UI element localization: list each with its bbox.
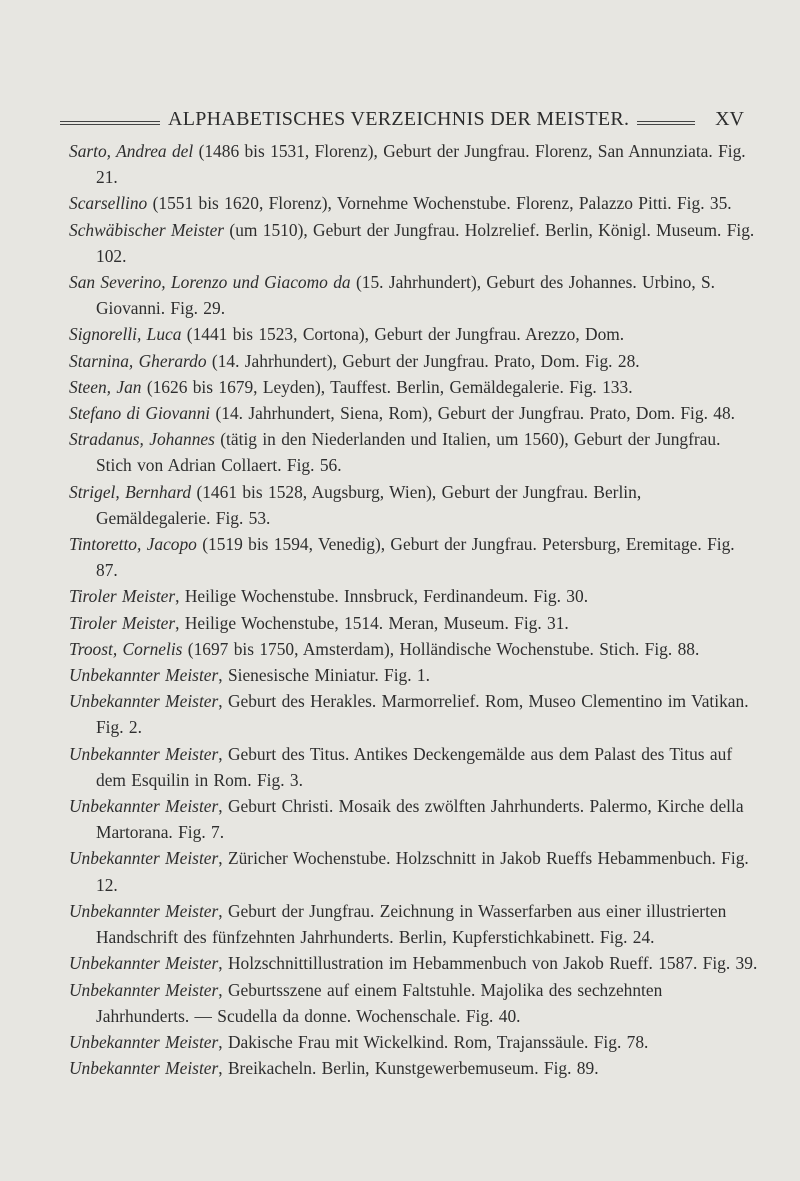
- page-header: [60, 101, 750, 137]
- master-name: Schwäbischer Meister: [69, 219, 225, 240]
- entry-text: , Züricher Wochenstube. Holzschnitt in Jakob Rueffs Hebammenbuch. Fig. 12.: [96, 848, 749, 895]
- index-entries: [69, 138, 759, 1081]
- index-entry: [69, 321, 759, 347]
- master-name: Scarsellino: [69, 193, 148, 214]
- page-number: XV: [715, 107, 744, 130]
- master-name: Strigel, Bernhard: [69, 481, 192, 502]
- entry-text: (1441 bis 1523, Cortona), Geburt der Jungfrau. Arezzo, Dom.: [181, 324, 625, 345]
- entry-text: (14. Jahrhundert), Geburt der Jungfrau. Prato, Dom. Fig. 28.: [206, 350, 640, 371]
- master-name: Unbekannter Meister: [69, 796, 219, 817]
- master-name: Unbekannter Meister: [69, 691, 219, 712]
- master-name: Unbekannter Meister: [69, 900, 219, 921]
- index-entry: [69, 1029, 759, 1055]
- index-entry: [69, 400, 759, 426]
- master-name: Steen, Jan: [69, 376, 142, 397]
- index-entry: [69, 688, 759, 740]
- entry-text: (1551 bis 1620, Florenz), Vornehme Wochenstube. Florenz, Palazzo Pitti. Fig. 35.: [147, 193, 732, 214]
- index-entry: [69, 269, 759, 321]
- entry-text: , Heilige Wochenstube. Innsbruck, Ferdinandeum. Fig. 30.: [175, 586, 589, 607]
- master-name: Unbekannter Meister: [69, 743, 219, 764]
- master-name: Troost, Cornelis: [69, 638, 183, 659]
- index-entry: [69, 1055, 759, 1081]
- master-name: Unbekannter Meister: [69, 665, 219, 686]
- entry-text: (14. Jahrhundert, Siena, Rom), Geburt der Jungfrau. Prato, Dom. Fig. 48.: [210, 403, 736, 424]
- index-entry: [69, 898, 759, 950]
- entry-text: , Breikacheln. Berlin, Kunstgewerbemuseum. Fig. 89.: [218, 1058, 599, 1079]
- entry-text: (1461 bis 1528, Augsburg, Wien), Geburt der Jungfrau. Berlin, Gemäldegalerie. Fig. 53.: [96, 481, 642, 528]
- index-entry: [69, 217, 759, 269]
- master-name: Starnina, Gherardo: [69, 350, 207, 371]
- master-name: Unbekannter Meister: [69, 979, 219, 1000]
- master-name: Tiroler Meister: [69, 586, 176, 607]
- entry-text: (um 1510), Geburt der Jungfrau. Holzrelief. Berlin, Königl. Museum. Fig. 102.: [96, 219, 755, 266]
- entry-text: , Dakische Frau mit Wickelkind. Rom, Trajanssäule. Fig. 78.: [218, 1031, 649, 1052]
- entry-text: , Heilige Wochenstube, 1514. Meran, Museum. Fig. 31.: [175, 612, 569, 633]
- entry-text: , Geburt Christi. Mosaik des zwölften Jahrhunderts. Palermo, Kirche della Martorana. Fig. 7.: [96, 796, 744, 843]
- index-entry: [69, 479, 759, 531]
- master-name: Signorelli, Luca: [69, 324, 182, 345]
- entry-text: , Geburt des Herakles. Marmorrelief. Rom, Museo Clementino im Vatikan. Fig. 2.: [96, 691, 749, 738]
- master-name: Stefano di Giovanni: [69, 403, 211, 424]
- entry-text: (1697 bis 1750, Amsterdam), Holländische Wochenstube. Stich. Fig. 88.: [182, 638, 700, 659]
- entry-text: , Geburt der Jungfrau. Zeichnung in Wasserfarben aus einer illustrierten Handschrift des fünfzehnten Jahrhunderts. Berlin, Kupferstichkabinett. Fig. 24.: [96, 900, 727, 948]
- master-name: Unbekannter Meister: [69, 953, 219, 974]
- entry-text: (tätig in den Niederlanden und Italien, um 1560), Geburt der Jungfrau. Stich von Adrian Collaert. Fig. 56.: [96, 429, 721, 476]
- index-entry: [69, 950, 759, 976]
- index-entry: [69, 662, 759, 688]
- index-entry: [69, 741, 759, 793]
- index-entry: [69, 190, 759, 216]
- index-entry: [69, 793, 759, 845]
- running-title: ALPHABETISCHES VERZEICHNIS DER MEISTER.: [168, 107, 630, 130]
- master-name: Unbekannter Meister: [69, 1058, 219, 1079]
- entry-text: (1626 bis 1679, Leyden), Tauffest. Berlin, Gemäldegalerie. Fig. 133.: [141, 376, 633, 397]
- header-rule-right: [637, 124, 695, 125]
- index-entry: [69, 583, 759, 609]
- master-name: Unbekannter Meister: [69, 848, 219, 869]
- header-rule-left: [60, 124, 160, 125]
- index-entry: [69, 138, 759, 190]
- entry-text: (1486 bis 1531, Florenz), Geburt der Jungfrau. Florenz, San Annunziata. Fig. 21.: [96, 141, 746, 188]
- master-name: Stradanus, Johannes: [69, 429, 215, 450]
- index-entry: [69, 374, 759, 400]
- master-name: Unbekannter Meister: [69, 1031, 219, 1052]
- master-name: San Severino, Lorenzo und Giacomo da: [69, 272, 351, 293]
- index-entry: [69, 845, 759, 897]
- index-entry: [69, 636, 759, 662]
- index-entry: [69, 977, 759, 1029]
- master-name: Tintoretto, Jacopo: [69, 534, 197, 555]
- index-entry: [69, 610, 759, 636]
- index-entry: [69, 348, 759, 374]
- entry-text: (15. Jahrhundert), Geburt des Johannes. Urbino, S. Giovanni. Fig. 29.: [96, 272, 716, 319]
- index-entry: [69, 531, 759, 583]
- entry-text: (1519 bis 1594, Venedig), Geburt der Jungfrau. Petersburg, Eremitage. Fig. 87.: [96, 534, 735, 581]
- master-name: Tiroler Meister: [69, 612, 176, 633]
- master-name: Sarto, Andrea del: [69, 141, 194, 161]
- entry-text: , Geburtsszene auf einem Faltstuhle. Majolika des sechzehnten Jahrhunderts. — Scudella da donne. Wochenschale. Fig. 40.: [96, 979, 663, 1026]
- entry-text: , Holzschnittillustration im Hebammenbuch von Jakob Rueff. 1587. Fig. 39.: [218, 953, 758, 974]
- index-entry: [69, 426, 759, 478]
- entry-text: , Sienesische Miniatur. Fig. 1.: [218, 665, 430, 686]
- entry-text: , Geburt des Titus. Antikes Deckengemälde aus dem Palast des Titus auf dem Esquilin in Rom. Fig. 3.: [96, 743, 733, 790]
